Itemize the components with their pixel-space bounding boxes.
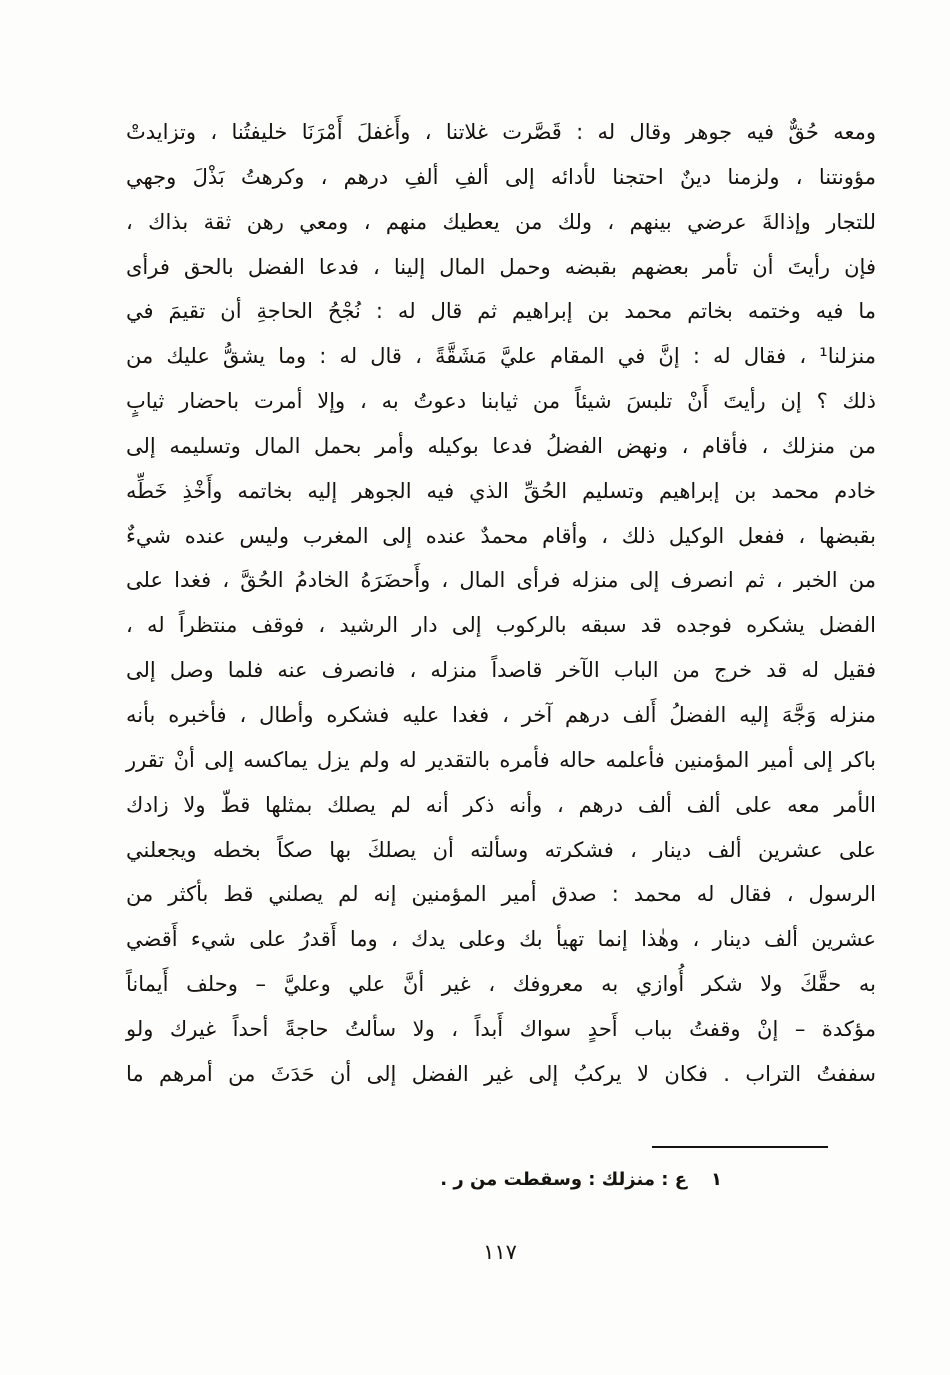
text-line: خادم محمد بن إبراهيم وتسليم الحُقِّ الذي فيه الجوهر إليه بخاتمه وأَخْذِ خَطِّه: [126, 478, 876, 503]
footnote-marker: ١: [711, 1169, 722, 1190]
text-line: بقبضها ، ففعل الوكيل ذلك ، وأقام محمدٌ عنده إلى المغرب وليس عنده شيءٌ: [126, 523, 876, 548]
text-line: ما فيه وختمه بخاتم محمد بن إبراهيم ثم قال له : نُجْحُ الحاجةِ أن تقيمَ في: [126, 299, 876, 324]
text-line: الفضل يشكره فوجده قد سبقه بالركوب إلى دار الرشيد ، فوقف منتظراً له ،: [126, 613, 876, 638]
text-line: منزلنا¹ ، فقال له : إنَّ في المقام عليَّ مَشَقَّةً ، قال له : وما يشقُّ عليك من: [126, 344, 876, 369]
text-line: عشرين ألف دينار ، وهٰذا إنما تهيأ بك وعلى يدك ، وما أَقدرُ على شيء أَقضي: [126, 927, 876, 952]
text-line: ومعه حُقٌّ فيه جوهر وقال له : قَصَّرت غلاتنا ، وأَغفلَ أَمْرَنَا خليفتُنا ، وتزايدتْ: [126, 120, 876, 144]
text-line: للتجار وإذالةَ عرضي بينهم ، ولك من يعطيك منهم ، ومعي رهن ثقة بذاك ،: [126, 209, 876, 234]
footnote-divider: [652, 1146, 828, 1148]
text-line: فقيل له قد خرج من الباب الآخر قاصداً منزله ، فانصرف عنه فلما وصل إلى: [126, 658, 876, 683]
text-line: على عشرين ألف دينار ، فشكرته وسألته أن يصلكَ بها صكاً بخطه ويجعلني: [126, 837, 876, 862]
text-line: ذلك ؟ إن رأيتَ أَنْ تلبسَ شيئاً من ثيابنا دعوتُ به ، وإلا أمرت باحضار ثيابٍ: [126, 389, 876, 414]
text-line: الرسول ، فقال له محمد : صدق أمير المؤمنين إنه لم يصلني قط بأكثر من: [126, 882, 876, 907]
text-line: منزله وَجَّهَ إليه الفضلُ أَلف درهم آخر ، فغدا عليه فشكره وأطال ، فأخبره بأنه: [126, 702, 876, 727]
text-line: به حقَّكَ ولا شكر أُوازي به معروفك ، غير أنَّ علي وعليَّ – وحلف أَيماناً: [126, 972, 876, 997]
text-line: فإن رأيتَ أن تأمر بعضهم بقبضه وحمل المال إلينا ، فدعا الفضل بالحق فرأى: [126, 254, 876, 279]
text-line: باكر إلى أمير المؤمنين فأعلمه حاله فأمره بالتقدير له ولم يزل يماكسه إلى أنْ تقرر: [126, 747, 876, 772]
text-line: مؤونتنا ، ولزمنا دينٌ احتجنا لأدائه إلى ألفِ ألفِ درهم ، وكرهتُ بَذْلَ وجهي: [126, 164, 876, 189]
footnote-text: ع : منزلك : وسقطت من ر .: [440, 1169, 687, 1190]
page-number: ١١٧: [483, 1240, 517, 1264]
text-line: مؤكدة – إنْ وقفتُ بباب أَحدٍ سواك أَبداً ، ولا سألتُ حاجةً أحداً غيرك ولو: [126, 1016, 876, 1041]
text-line: من منزلك ، فأقام ، ونهض الفضلُ فدعا بوكيله وأمر بحمل المال وتسليمه إلى: [126, 433, 876, 458]
text-line: الأمر معه على ألف ألف درهم ، وأنه ذكر أنه لم يصلك بمثلها قطّ ولا زادك: [126, 792, 876, 817]
footnote: [440, 1166, 722, 1193]
text-line: من الخبر ، ثم انصرف إلى منزله فرأى المال ، وأَحضَرَهُ الخادمُ الحُقَّ ، فغدا على: [126, 568, 876, 593]
text-line: سففتُ التراب . فكان لا يركبُ إلى غير الفضل إلى أن حَدَثَ من أمرهم ما: [126, 1061, 876, 1086]
main-text-block: [126, 110, 876, 1097]
